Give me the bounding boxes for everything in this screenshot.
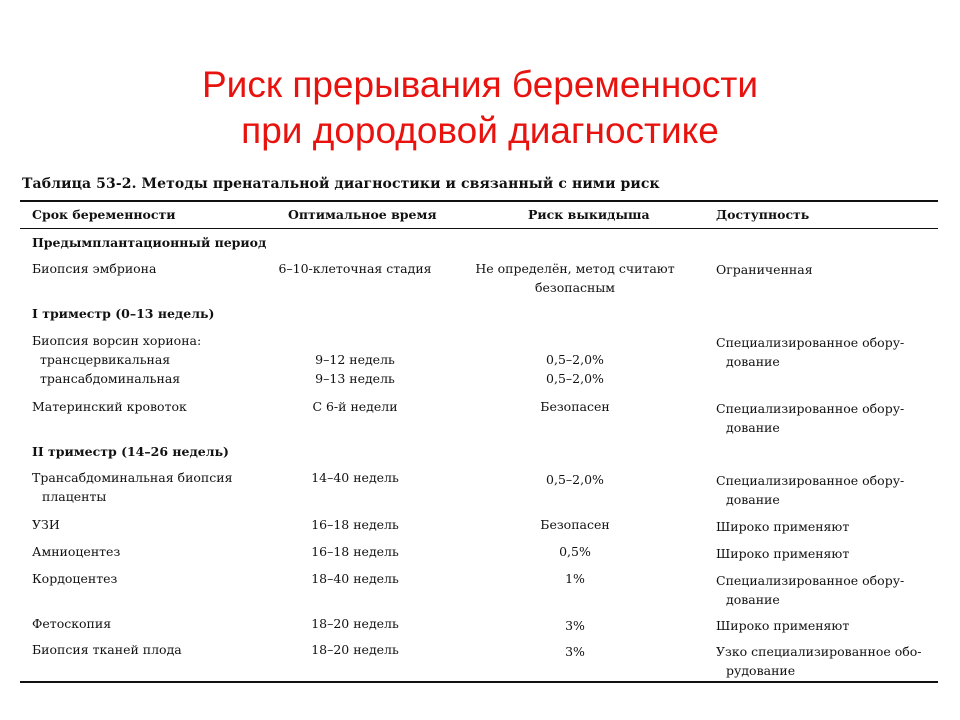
cell-optimal-time: 18–20 недель	[311, 642, 399, 657]
table-header-rule	[20, 228, 938, 229]
table-caption: Таблица 53-2. Методы пренатальной диагностики и связанный с ними риск	[22, 176, 660, 192]
cell-availability-line-2: дование	[726, 492, 780, 507]
cell-risk-line-1: Не определён, метод считают	[475, 261, 675, 276]
cell-availability-line-1: Специализированное обору-	[716, 335, 905, 350]
section-label: I триместр (0–13 недель)	[32, 306, 215, 321]
cell-term-line-1: Трансабдоминальная биопсия	[32, 470, 233, 485]
cell-availability-line-1: Специализированное обору-	[716, 401, 905, 416]
cell-availability-line-2: дование	[726, 592, 780, 607]
cell-optimal-time: С 6-й недели	[312, 399, 398, 414]
slide-title-line-1: Риск прерывания беременности	[202, 64, 758, 105]
cell-risk-2: 0,5–2,0%	[546, 371, 604, 386]
cell-risk: Безопасен	[540, 517, 610, 532]
cell-optimal-time-2: 9–13 недель	[315, 371, 395, 386]
section-label: II триместр (14–26 недель)	[32, 444, 229, 459]
cell-optimal-time: 14–40 недель	[311, 470, 399, 485]
slide-title	[0, 62, 960, 154]
header-optimal-time: Оптимальное время	[288, 207, 437, 222]
cell-risk-1: 0,5–2,0%	[546, 352, 604, 367]
cell-term-sub-2: трансабдоминальная	[40, 371, 181, 386]
cell-term: УЗИ	[32, 517, 60, 532]
cell-term-line-2: плаценты	[42, 489, 107, 504]
cell-availability-line-1: Специализированное обору-	[716, 473, 905, 488]
cell-term: Биопсия ворсин хориона:	[32, 333, 202, 348]
table-header-row	[0, 207, 960, 225]
cell-optimal-time: 6–10-клеточная стадия	[278, 261, 432, 276]
cell-risk: Безопасен	[540, 399, 610, 414]
cell-risk-line-2: безопасным	[534, 280, 616, 295]
table-top-rule	[20, 200, 938, 202]
cell-term: Материнский кровоток	[32, 399, 187, 414]
cell-availability-line-2: дование	[726, 354, 780, 369]
cell-term: Биопсия тканей плода	[32, 642, 182, 657]
cell-term: Амниоцентез	[32, 544, 121, 559]
cell-availability: Широко применяют	[716, 519, 850, 534]
header-availability: Доступность	[716, 207, 810, 222]
section-label: Предымплантационный период	[32, 235, 267, 250]
cell-optimal-time: 18–20 недель	[311, 616, 399, 631]
cell-availability-line-2: дование	[726, 420, 780, 435]
cell-availability-line-2: рудование	[726, 663, 796, 678]
table-bottom-rule	[20, 681, 938, 683]
cell-availability-line-1: Специализированное обору-	[716, 573, 905, 588]
cell-optimal-time-1: 9–12 недель	[315, 352, 395, 367]
cell-risk: 1%	[565, 571, 585, 586]
cell-term: Кордоцентез	[32, 571, 118, 586]
header-term: Срок беременности	[32, 207, 176, 222]
cell-optimal-time: 16–18 недель	[311, 544, 399, 559]
cell-risk: 3%	[565, 618, 585, 633]
cell-optimal-time: 16–18 недель	[311, 517, 399, 532]
cell-availability: Широко применяют	[716, 546, 850, 561]
cell-optimal-time: 18–40 недель	[311, 571, 399, 586]
cell-availability-line-1: Узко специализированное обо-	[716, 644, 922, 659]
cell-risk: 3%	[565, 644, 585, 659]
cell-term: Биопсия эмбриона	[32, 261, 157, 276]
cell-availability: Ограниченная	[716, 262, 813, 277]
cell-term: Фетоскопия	[32, 616, 112, 631]
cell-risk: 0,5–2,0%	[546, 472, 604, 487]
slide-title-line-2: при дородовой диагностике	[241, 110, 719, 151]
cell-availability: Широко применяют	[716, 618, 850, 633]
header-miscarriage-risk: Риск выкидыша	[528, 207, 650, 222]
cell-term-sub-1: трансцервикальная	[40, 352, 171, 367]
cell-risk: 0,5%	[559, 544, 591, 559]
